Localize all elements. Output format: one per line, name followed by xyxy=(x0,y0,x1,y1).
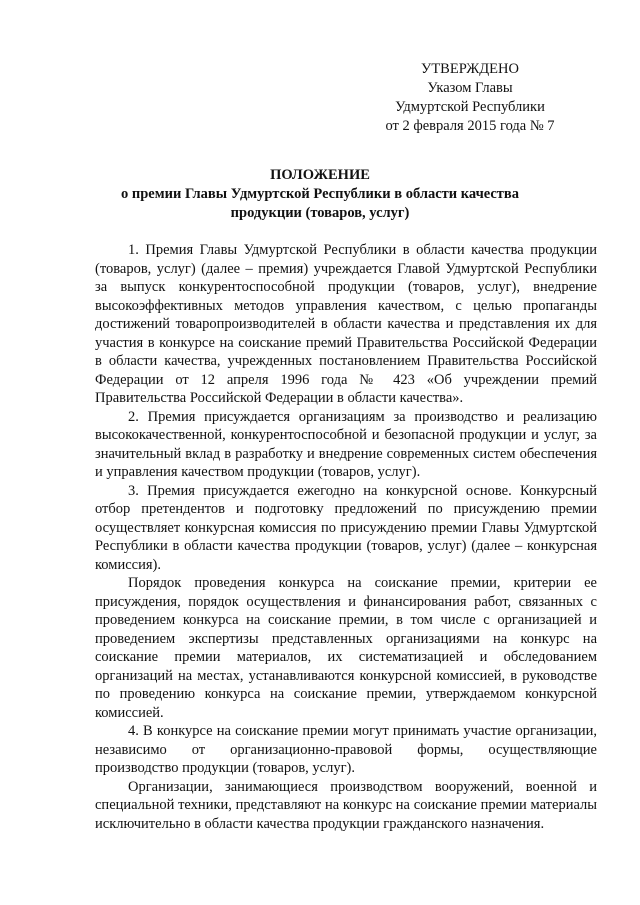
paragraph-3: 3. Премия присуждается ежегодно на конкурсной основе. Конкурсный отбор претендентов и подготовку предложений по присуждению премии осуществляет конкурсная комиссия по присуждению премии Главы Удмуртской Республики в области качества продукции (товаров, услуг) (далее – конкурсная комиссия). xyxy=(95,482,597,573)
document-title xyxy=(70,166,570,223)
approval-line-decree: Указом Главы xyxy=(427,80,513,96)
document-body xyxy=(95,241,597,833)
paragraph-2: 2. Премия присуждается организациям за производство и реализацию высококачественной, конкурентоспособной и безопасной продукции и услуг, за значительный вклад в разработку и внедрение современных систем обеспечения и управления качеством продукции (товаров, услуг). xyxy=(95,408,597,480)
document-heading: ПОЛОЖЕНИЕ xyxy=(270,167,370,183)
paragraph-6: Организации, занимающиеся производством вооружений, военной и специальной техники, представляют на конкурс на соискание премии материалы исключительно в области качества продукции гражданского назначения. xyxy=(95,778,597,832)
approval-line-approved: УТВЕРЖДЕНО xyxy=(421,61,519,77)
approval-stamp xyxy=(360,60,580,136)
paragraph-4: Порядок проведения конкурса на соискание премии, критерии ее присуждения, порядок осуществления и финансирования работ, связанных с проведением конкурса на соискание премии, в том числе с организацией и проведением экспертизы представленных организациями на конкурс на соискание премии материалов, их систематизацией и обследованием организаций на местах, устанавливаются конкурсной комиссией, в руководстве по проведению конкурса на соискание премии, утверждаемом конкурсной комиссией. xyxy=(95,575,597,721)
approval-line-date: от 2 февраля 2015 года № 7 xyxy=(385,118,555,134)
paragraph-1: 1. Премия Главы Удмуртской Республики в области качества продукции (товаров, услуг) (далее – премия) учреждается Главой Удмуртской Республики за выпуск конкурентоспособной продукции (товаров, услуг), внедрение высокоэффективных методов управления качеством, с целью пропаганды достижений товаропроизводителей в области качества и представления их для участия в конкурсе на соискание премий Правительства Российской Федерации в области качества, учрежденных постановлением Правительства Российской Федерации от 12 апреля 1996 года № 423 «Об учреждении премий Правительства Российской Федерации в области качества». xyxy=(95,242,597,406)
paragraph-5: 4. В конкурсе на соискание премии могут принимать участие организации, независимо от организационно-правовой формы, осуществляющие производство продукции (товаров, услуг). xyxy=(95,723,597,776)
document-subtitle-line-2: продукции (товаров, услуг) xyxy=(230,205,410,221)
document-subtitle-line-1: о премии Главы Удмуртской Республики в области качества xyxy=(121,186,519,202)
approval-line-republic: Удмуртской Республики xyxy=(395,99,545,115)
